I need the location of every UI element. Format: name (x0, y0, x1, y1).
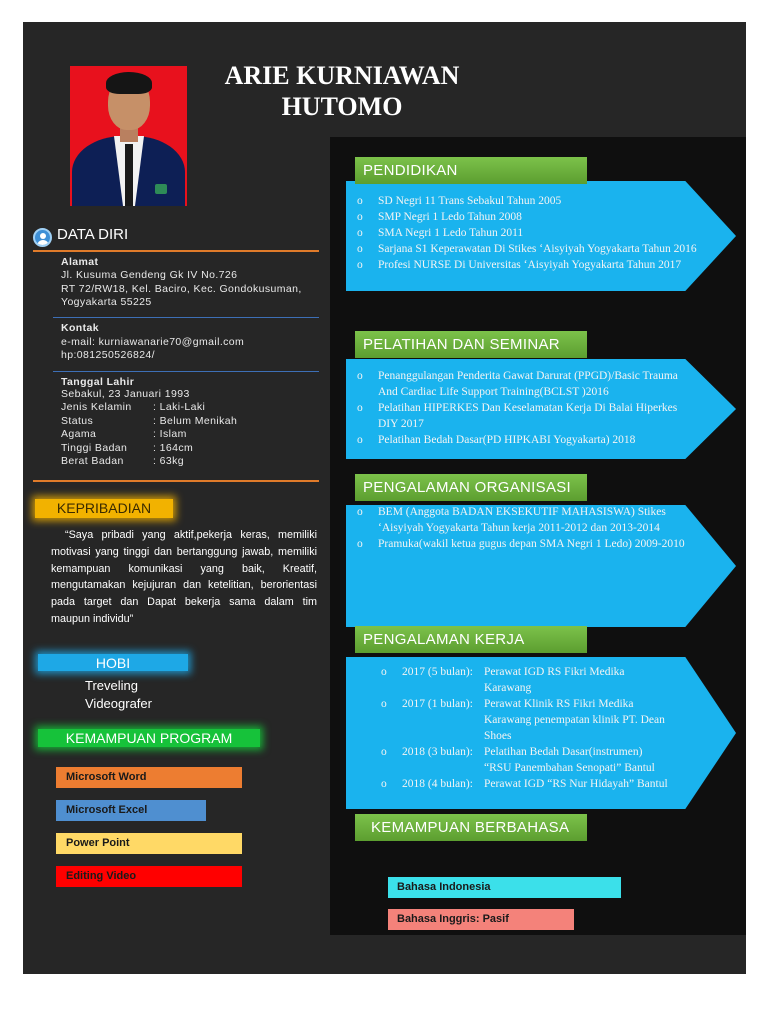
divider (33, 250, 319, 252)
list-item: o BEM (Anggota BADAN EKSEKUTIF MAHASISWA) Stikes ‘Aisyiyah Yogyakarta Tahun kerja 2011-2012 dan 2013-2014 (357, 504, 687, 536)
kerja-heading: PENGALAMAN KERJA (355, 626, 587, 653)
kemampuan-program-heading: KEMAMPUAN PROGRAM (38, 729, 260, 747)
email-text: e-mail: kurniawanarie70@gmail.com (61, 336, 245, 348)
hobi-item: Videografer (85, 696, 152, 711)
list-item: o Sarjana S1 Keperawatan Di Stikes ‘Aisyiyah Yogyakarta Tahun 2016 (357, 241, 702, 257)
tanggal-lahir-value: Sebakul, 23 Januari 1993 (61, 388, 190, 400)
list-item: o Profesi NURSE Di Universitas ‘Aisyiyah Yogyakarta Tahun 2017 (357, 257, 702, 273)
list-item: o SMA Negri 1 Ledo Tahun 2011 (357, 225, 702, 241)
data-diri-heading: DATA DIRI (57, 226, 129, 243)
cv-page (23, 22, 746, 974)
list-item: o 2018 (3 bulan): Pelatihan Bedah Dasar(instrumen) “RSU Panembahan Senopati” Bantul (381, 744, 671, 776)
pelatihan-list (357, 368, 697, 448)
list-item: o 2018 (4 bulan): Perawat IGD “RS Nur Hidayah” Bantul (381, 776, 671, 792)
skill-bar: Editing Video (56, 866, 242, 887)
hobi-heading: HOBI (38, 654, 188, 671)
right-panel (330, 137, 746, 935)
profile-photo (70, 66, 187, 206)
organisasi-heading: PENGALAMAN ORGANISASI (355, 474, 587, 501)
list-item: o Pelatihan Bedah Dasar(PD HIPKABI Yogyakarta) 2018 (357, 432, 697, 448)
skill-bar: Power Point (56, 833, 242, 854)
field-row: Jenis Kelamin : Laki-Laki (61, 401, 206, 413)
bahasa-heading: KEMAMPUAN BERBAHASA (355, 814, 587, 841)
kepribadian-text: “Saya pribadi yang aktif,pekerja keras, memiliki motivasi yang tinggi dan bertanggung jawab, memiliki kemampuan komunikasi yang baik, Kreatif, mengutamakan kejujuran dan ketelitian, berorientasi pada target dan Dapat bekerja sama dalam tim maupun individu” (51, 529, 317, 625)
list-item: o Pelatihan HIPERKES Dan Keselamatan Kerja Di Balai Hiperkes DIY 2017 (357, 400, 697, 432)
field-row: Agama : Islam (61, 428, 187, 441)
phone-text: hp:081250526824/ (61, 349, 155, 361)
divider (33, 480, 319, 482)
alamat-line: RT 72/RW18, Kel. Baciro, Kec. Gondokusuman, (61, 283, 302, 295)
list-item: o SMP Negri 1 Ledo Tahun 2008 (357, 209, 702, 225)
field-row: Berat Badan : 63kg (61, 455, 185, 468)
pendidikan-heading: PENDIDIKAN (355, 157, 587, 184)
kerja-list (381, 664, 671, 792)
tanggal-lahir-label: Tanggal Lahir (61, 376, 135, 388)
skill-bar: Microsoft Excel (56, 800, 206, 821)
list-item: o SD Negri 11 Trans Sebakul Tahun 2005 (357, 193, 702, 209)
full-name: ARIE KURNIAWAN HUTOMO (224, 61, 460, 121)
person-icon (33, 228, 52, 247)
list-item: o Pramuka(wakil ketua gugus depan SMA Negri 1 Ledo) 2009-2010 (357, 536, 687, 552)
language-bar: Bahasa Indonesia (388, 877, 621, 898)
personal-fields (61, 401, 237, 469)
organisasi-list (357, 504, 687, 552)
pendidikan-list (357, 193, 702, 273)
divider (53, 317, 319, 318)
list-item: o Penanggulangan Penderita Gawat Darurat (PPGD)/Basic Trauma And Cardiac Life Support Training(BCLST )2016 (357, 368, 697, 400)
skill-bar: Microsoft Word (56, 767, 242, 788)
field-row: Status : Belum Menikah (61, 414, 238, 427)
kontak-label: Kontak (61, 322, 99, 334)
pelatihan-heading: PELATIHAN DAN SEMINAR (355, 331, 587, 358)
alamat-line: Yogyakarta 55225 (61, 296, 152, 308)
list-item: o 2017 (5 bulan): Perawat IGD RS Fikri Medika Karawang (381, 664, 671, 696)
alamat-line: Jl. Kusuma Gendeng Gk IV No.726 (61, 269, 238, 281)
kepribadian-heading: KEPRIBADIAN (35, 499, 173, 518)
divider (53, 371, 319, 372)
language-bar: Bahasa Inggris: Pasif (388, 909, 574, 930)
hobi-item: Treveling (85, 678, 138, 693)
field-row: Tinggi Badan : 164cm (61, 441, 194, 454)
alamat-label: Alamat (61, 256, 99, 268)
list-item: o 2017 (1 bulan): Perawat Klinik RS Fikri Medika Karawang penempatan klinik PT. Dean Shoes (381, 696, 671, 744)
